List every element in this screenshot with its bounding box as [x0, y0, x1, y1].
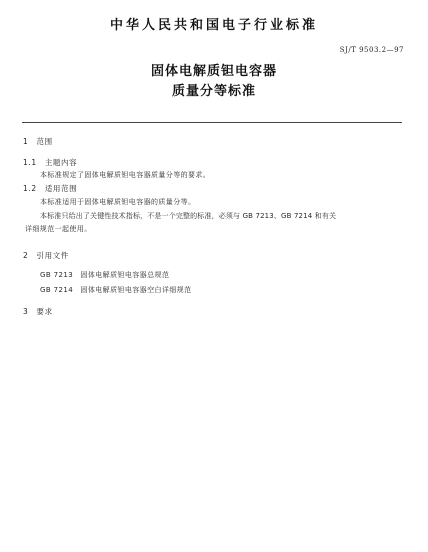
issuing-agency-header: 中华人民共和国电子行业标准 [109, 18, 318, 33]
section-1-1-heading: 1.1 主题内容 [23, 158, 78, 167]
section-1-2-text-2: 本标准只给出了关键性技术指标，不是一个完整的标准，必须与 GB 7213、GB 7214 和有关 [40, 212, 337, 220]
section-1-heading: 1 范围 [23, 137, 53, 146]
section-1-2-text-3: 详细规范一起使用。 [25, 225, 92, 233]
reference-gb7214: GB 7214 固体电解质钽电容器空白详细规范 [40, 286, 192, 294]
standard-code: SJ/T 9503.2—97 [339, 46, 404, 54]
section-3-heading: 3 要求 [23, 307, 53, 316]
header-divider [22, 122, 402, 123]
document-title-line-2: 质量分等标准 [171, 84, 256, 99]
section-1-2-text-1: 本标准适用于固体电解质钽电容器的质量分等。 [40, 198, 196, 206]
section-1-2-heading: 1.2 适用范围 [23, 184, 78, 193]
section-1-1-text: 本标准规定了固体电解质钽电容器质量分等的要求。 [40, 171, 211, 179]
section-2-heading: 2 引用文件 [23, 251, 69, 260]
document-title-line-1: 固体电解质钽电容器 [150, 64, 277, 79]
reference-gb7213: GB 7213 固体电解质钽电容器总规范 [40, 271, 170, 279]
